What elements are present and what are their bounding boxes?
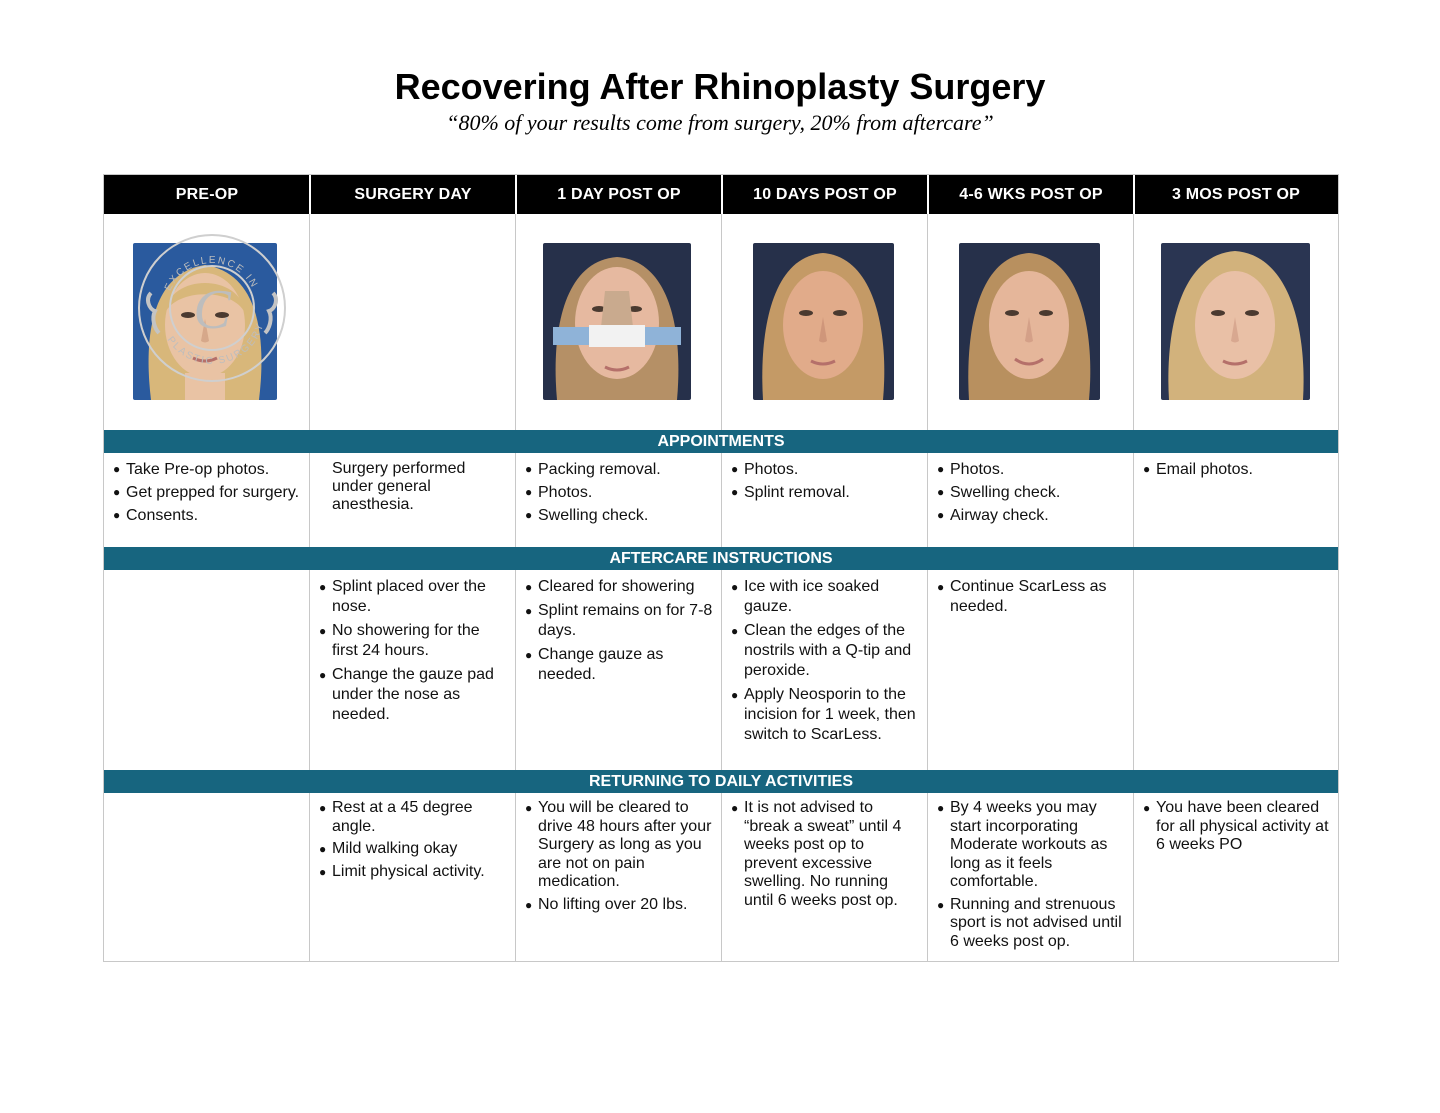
appointments-3-mos: [1143, 460, 1333, 483]
column-header-surgery-day: SURGERY DAY: [310, 175, 516, 214]
list-item: ● It is not advised to “break a sweat” until 4 weeks post op to prevent excessive swelling. No running until 6 weeks post op.: [731, 799, 921, 910]
list-item: ● Packing removal.: [525, 460, 715, 479]
page-subtitle: “80% of your results come from surgery, 20% from aftercare”: [446, 110, 994, 135]
column-header-10-days: 10 DAYS POST OP: [722, 175, 928, 214]
column-header-pre-op: PRE-OP: [104, 175, 310, 214]
appointments-4-6-wks: [937, 460, 1127, 529]
list-item: ● Splint placed over the nose.: [319, 577, 509, 617]
list-item: ● Consents.: [113, 506, 303, 525]
appointments-surgery-day: Surgery performed under general anesthesia.: [332, 460, 466, 513]
activities-1-day: [525, 799, 715, 918]
logo-ring-top: EXCELLENCE IN: [162, 254, 261, 293]
column-header-4-6-wks: 4-6 WKS POST OP: [928, 175, 1134, 214]
list-item: ● Continue ScarLess as needed.: [937, 577, 1127, 617]
list-item: ● Change gauze as needed.: [525, 645, 715, 685]
list-item: ● Photos.: [731, 460, 921, 479]
aftercare-1-day: [525, 577, 715, 689]
aftercare-4-6-wks: [937, 577, 1127, 621]
appointments-1-day: [525, 460, 715, 529]
page-title: Recovering After Rhinoplasty Surgery: [394, 66, 1046, 107]
column-header-1-day: 1 DAY POST OP: [516, 175, 722, 214]
list-item: ● Change the gauze pad under the nose as needed.: [319, 665, 509, 725]
column-header-3-mos: 3 MOS POST OP: [1134, 175, 1338, 214]
list-item: ● Apply Neosporin to the incision for 1 week, then switch to ScarLess.: [731, 685, 921, 745]
list-item: ● Email photos.: [1143, 460, 1333, 479]
list-item: ● Swelling check.: [525, 506, 715, 525]
section-band-aftercare: AFTERCARE INSTRUCTIONS: [104, 547, 1338, 570]
patient-photo-10-days: [753, 243, 894, 400]
logo-monogram: C: [193, 279, 231, 341]
recovery-table: [103, 174, 1339, 962]
list-item: ● Get prepped for surgery.: [113, 483, 303, 502]
appointments-10-days: [731, 460, 921, 506]
list-item: ● You will be cleared to drive 48 hours after your Surgery as long as you are not on pain medication.: [525, 799, 715, 892]
clinic-logo: [137, 233, 287, 383]
list-item: ● No showering for the first 24 hours.: [319, 621, 509, 661]
activities-4-6-wks: [937, 799, 1129, 955]
list-item: ● Photos.: [525, 483, 715, 502]
list-item: ● Airway check.: [937, 506, 1127, 525]
list-item: ● Rest at a 45 degree angle.: [319, 799, 509, 836]
list-item: ● Swelling check.: [937, 483, 1127, 502]
list-item: ● Mild walking okay: [319, 840, 509, 859]
activities-surgery-day: [319, 799, 509, 885]
activities-10-days: [731, 799, 921, 914]
list-item: ● Photos.: [937, 460, 1127, 479]
aftercare-surgery-day: [319, 577, 509, 729]
list-item: ● You have been cleared for all physical activity at 6 weeks PO: [1143, 799, 1333, 855]
list-item: ● Running and strenuous sport is not advised until 6 weeks post op.: [937, 896, 1129, 952]
logo-ring-bottom: PLASTIC SURGERY: [164, 320, 267, 368]
list-item: ● Splint removal.: [731, 483, 921, 502]
list-item: ● No lifting over 20 lbs.: [525, 896, 715, 915]
section-band-appointments: APPOINTMENTS: [104, 430, 1338, 453]
activities-3-mos: [1143, 799, 1333, 859]
patient-photo-3-mos: [1161, 243, 1310, 400]
appointments-pre-op: [113, 460, 303, 529]
list-item: ● By 4 weeks you may start incorporating Moderate workouts as long as it feels comfortable.: [937, 799, 1129, 892]
aftercare-10-days: [731, 577, 921, 749]
list-item: ● Splint remains on for 7-8 days.: [525, 601, 715, 641]
list-item: ● Clean the edges of the nostrils with a Q-tip and peroxide.: [731, 621, 921, 681]
list-item: ● Ice with ice soaked gauze.: [731, 577, 921, 617]
patient-photo-1-day: [543, 243, 691, 400]
list-item: ● Limit physical activity.: [319, 863, 509, 882]
list-item: ● Cleared for showering: [525, 577, 715, 597]
section-band-activities: RETURNING TO DAILY ACTIVITIES: [104, 770, 1338, 793]
patient-photo-4-6-wks: [959, 243, 1100, 400]
list-item: ● Take Pre-op photos.: [113, 460, 303, 479]
